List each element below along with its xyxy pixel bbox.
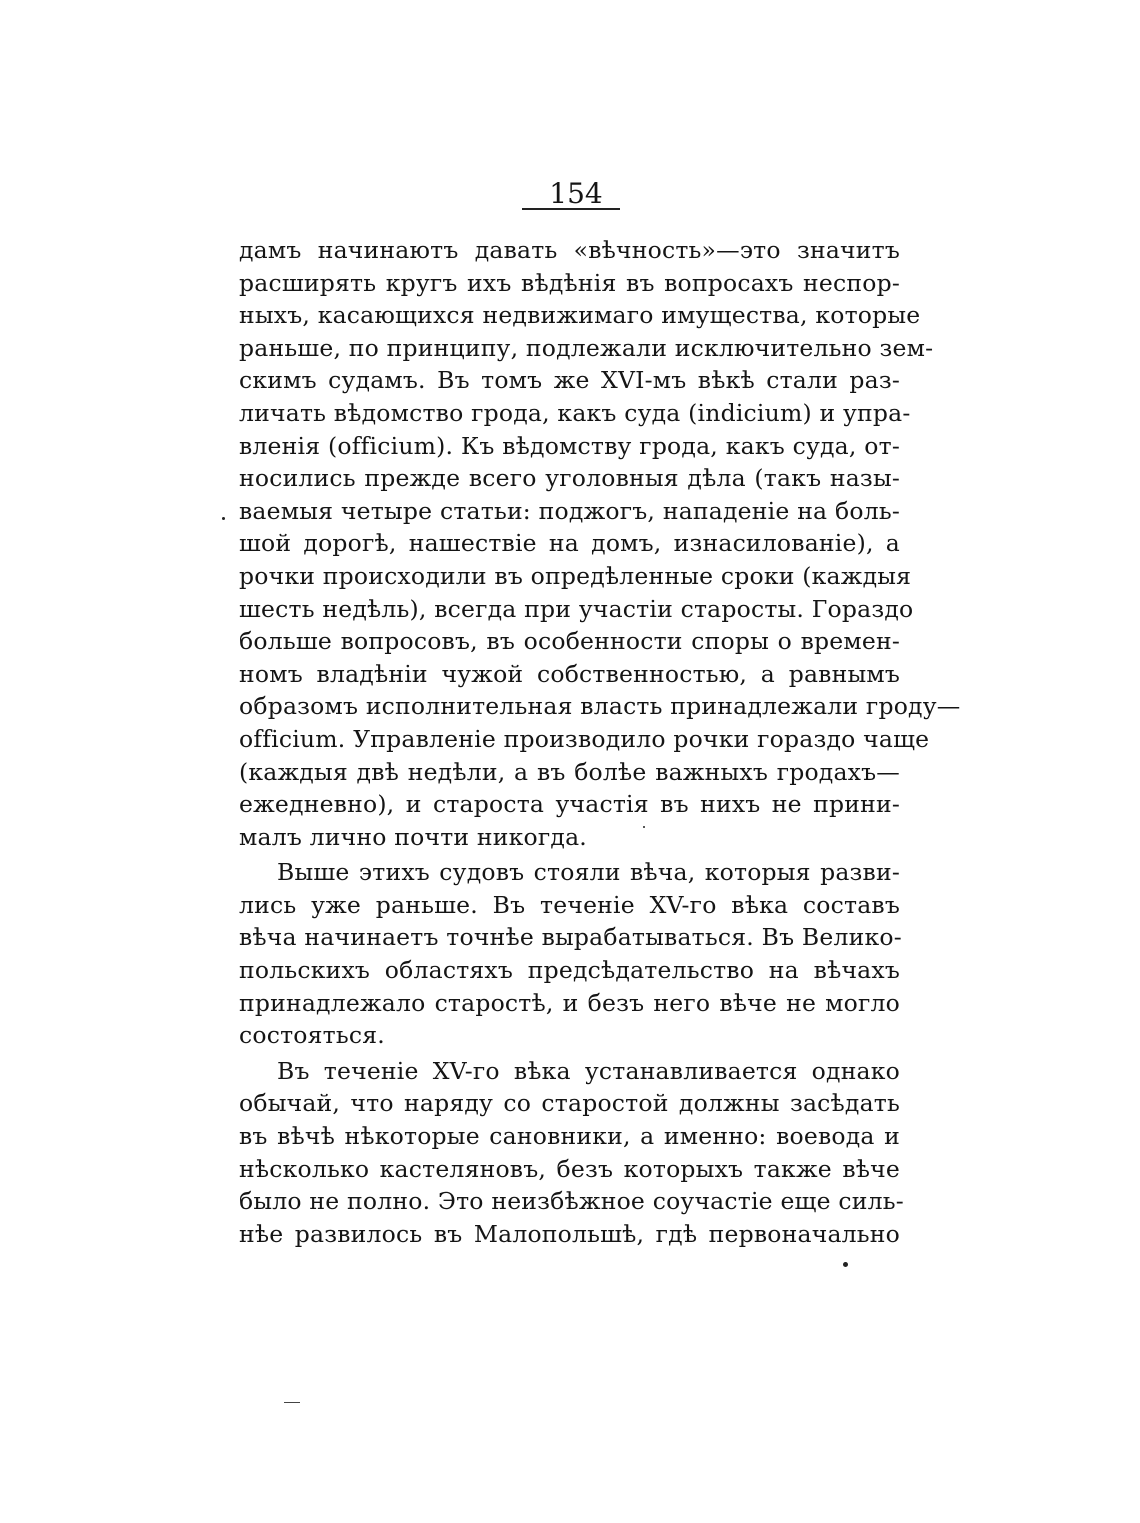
text-line: Выше этихъ судовъ стояли вѣча, которыя разви- [277, 858, 900, 887]
text-line: лись уже раньше. Въ теченіе XV-го вѣка составъ [239, 890, 900, 919]
text-line: Въ теченіе XV-го вѣка устанавливается однако [277, 1056, 900, 1085]
scan-speck [222, 517, 225, 520]
text-line: обычай, что наряду со старостой должны засѣдать [239, 1089, 900, 1118]
paragraph-3 [239, 1055, 904, 1251]
text-line: расширять кругъ ихъ вѣдѣнія въ вопросахъ неспор- [239, 268, 900, 297]
text-line: officium. Управленіе производило рочки гораздо чаще [239, 724, 930, 753]
body-text [239, 234, 961, 1250]
scan-speck [843, 1262, 848, 1267]
scan-speck [643, 826, 645, 828]
text-line: ваемыя четыре статьи: поджогъ, нападеніе на боль- [239, 496, 900, 525]
text-line: шесть недѣль), всегда при участіи старосты. Гораздо [239, 594, 914, 623]
text-line: нѣе развилось въ Малопольшѣ, гдѣ первоначально [239, 1219, 900, 1248]
text-line: малъ лично почти никогда. [239, 822, 587, 851]
page-number: 154 [549, 177, 603, 210]
text-line: нѣсколько кастеляновъ, безъ которыхъ также вѣче [239, 1154, 900, 1183]
text-line: рочки происходили въ опредѣленные сроки (каждыя [239, 561, 912, 590]
scan-dash-mark [284, 1402, 300, 1403]
text-line: въ вѣчѣ нѣкоторые сановники, а именно: воевода и [239, 1122, 900, 1151]
text-line: (каждыя двѣ недѣли, а въ болѣе важныхъ гродахъ— [239, 757, 900, 786]
paragraph-1 [239, 234, 961, 853]
text-line: польскихъ областяхъ предсѣдательство на вѣчахъ [239, 956, 900, 985]
text-line: дамъ начинаютъ давать «вѣчность»—это значитъ [239, 236, 900, 264]
text-line: образомъ исполнительная власть принадлежали гроду— [239, 692, 961, 721]
text-line: раньше, по принципу, подлежали исключительно зем- [239, 333, 934, 362]
text-line: было не полно. Это неизбѣжное соучастіе еще силь- [239, 1187, 904, 1216]
text-line: скимъ судамъ. Въ томъ же XVI-мъ вѣкѣ стали раз- [239, 366, 900, 395]
page-number-rule [522, 208, 620, 210]
text-line: ежедневно), и староста участія въ нихъ не прини- [239, 790, 900, 819]
text-line: вѣча начинаетъ точнѣе вырабатываться. Въ Велико- [239, 923, 902, 952]
paragraph-2 [239, 856, 900, 1052]
text-line: шой дорогѣ, нашествіе на домъ, изнасилованіе), а [239, 529, 900, 558]
text-line: вленія (officium). Къ вѣдомству грода, какъ суда, от- [239, 431, 900, 460]
text-line: состояться. [239, 1021, 385, 1050]
text-line: номъ владѣніи чужой собственностью, а равнымъ [239, 659, 900, 688]
text-line: больше вопросовъ, въ особенности споры о времен- [239, 627, 900, 656]
text-line: носились прежде всего уголовныя дѣла (такъ назы- [239, 464, 900, 493]
text-line: личать вѣдомство грода, какъ суда (indicium) и упра- [239, 398, 911, 427]
text-line: принадлежало старостѣ, и безъ него вѣче не могло [239, 988, 900, 1017]
text-line: ныхъ, касающихся недвижимаго имущества, которые [239, 301, 921, 330]
